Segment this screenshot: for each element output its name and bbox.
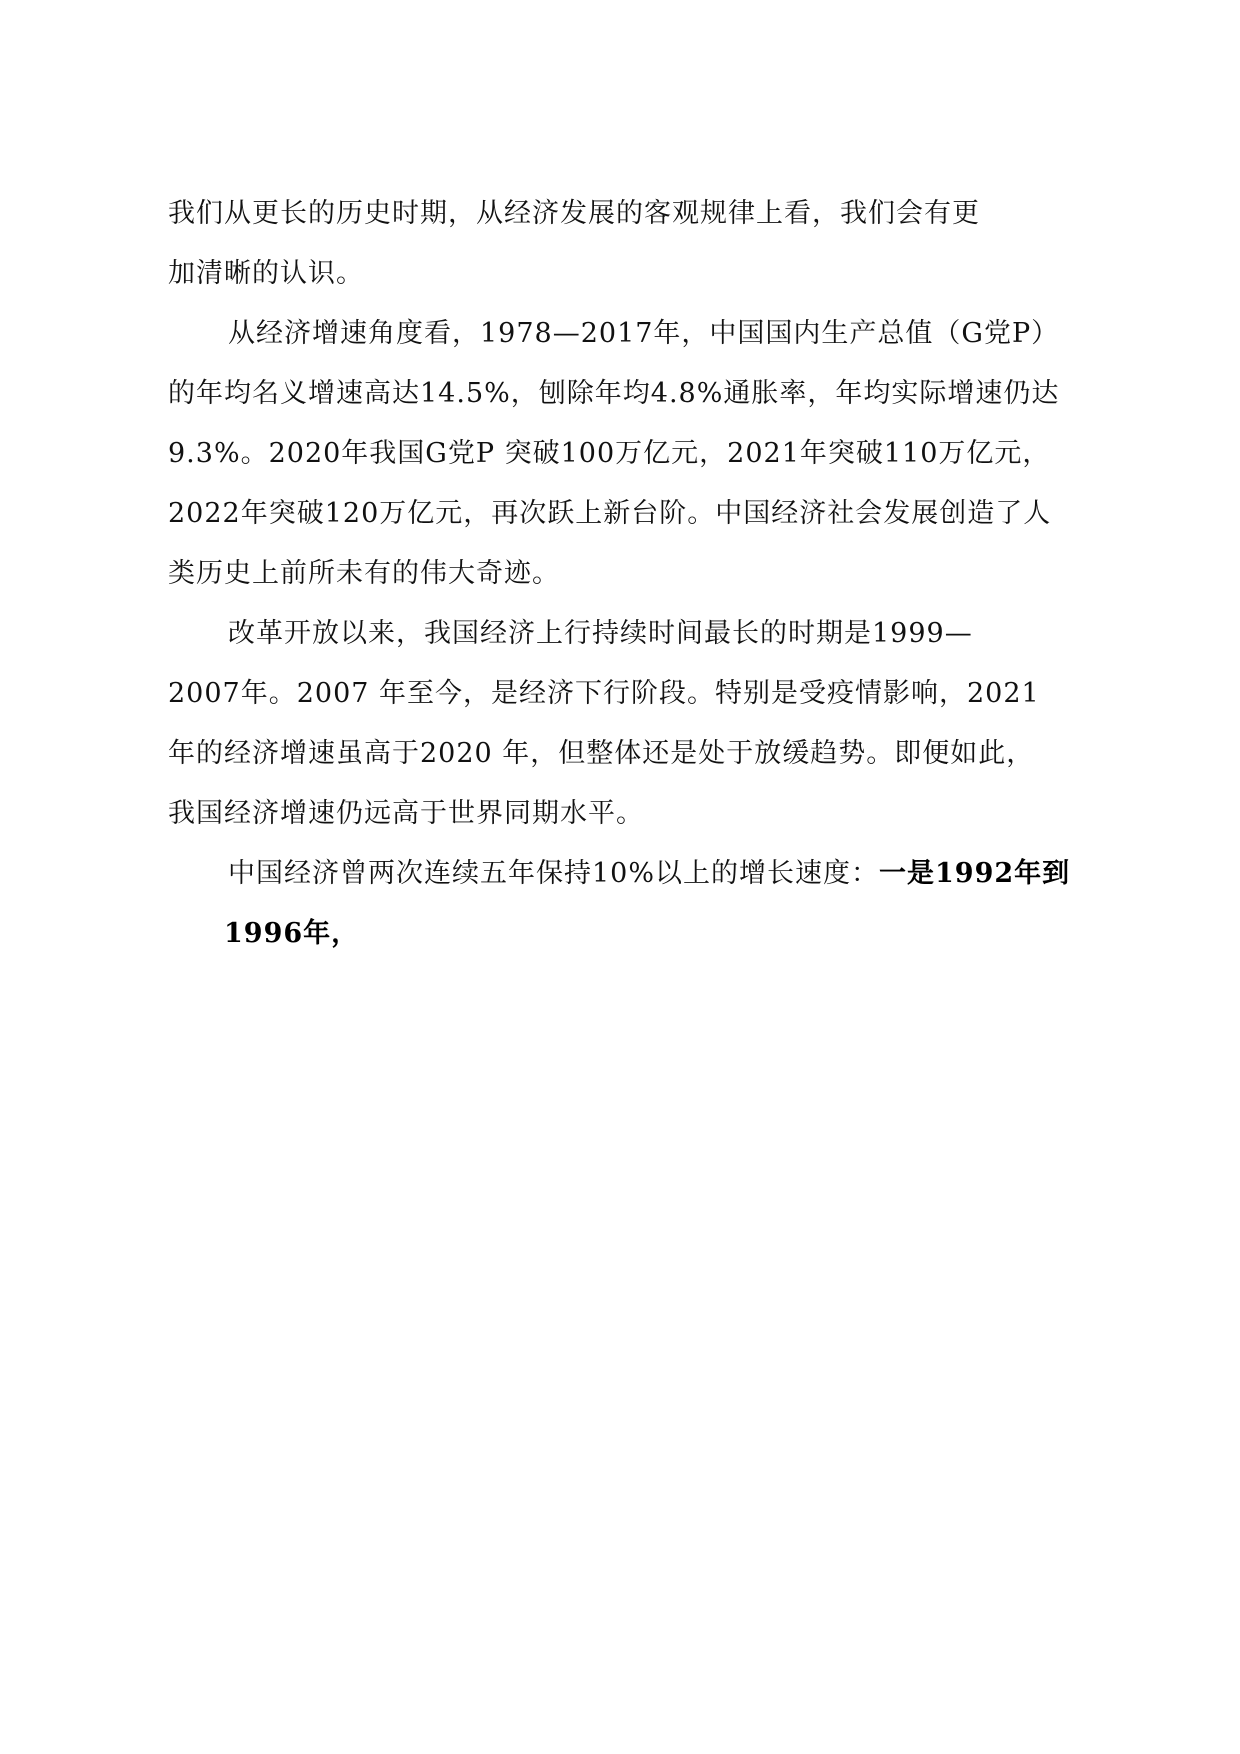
text-line: 9.3%。2020年我国G党P 突破100万亿元，2021年突破110万亿元，: [168, 438, 1051, 469]
text-span: 中国经济曾两次连续五年保持10%以上的增长速度：: [228, 858, 880, 889]
text-line: 年的经济增速虽高于2020 年，但整体还是处于放缓趋势。即便如此，: [168, 738, 1035, 769]
text-line: [228, 854, 1070, 894]
text-line: 我国经济增速仍远高于世界同期水平。: [168, 798, 644, 829]
bold-text-line: 1996年，: [224, 918, 360, 949]
text-line: 2007年。2007 年至今，是经济下行阶段。特别是受疫情影响，2021: [168, 678, 1040, 709]
text-line: 加清晰的认识。: [168, 258, 364, 289]
text-line: 从经济增速角度看，1978—2017年，中国国内生产总值（G党P）: [228, 318, 1060, 349]
text-line: 我们从更长的历史时期，从经济发展的客观规律上看，我们会有更: [168, 198, 980, 229]
text-line: 改革开放以来，我国经济上行持续时间最长的时期是1999—: [228, 618, 973, 649]
text-line: 类历史上前所未有的伟大奇迹。: [168, 558, 560, 589]
bold-text-span: 一是1992年到: [879, 858, 1071, 889]
text-line: 2022年突破120万亿元，再次跃上新台阶。中国经济社会发展创造了人: [168, 498, 1052, 529]
text-line: 的年均名义增速高达14.5%，刨除年均4.8%通胀率，年均实际增速仍达: [168, 378, 1060, 409]
